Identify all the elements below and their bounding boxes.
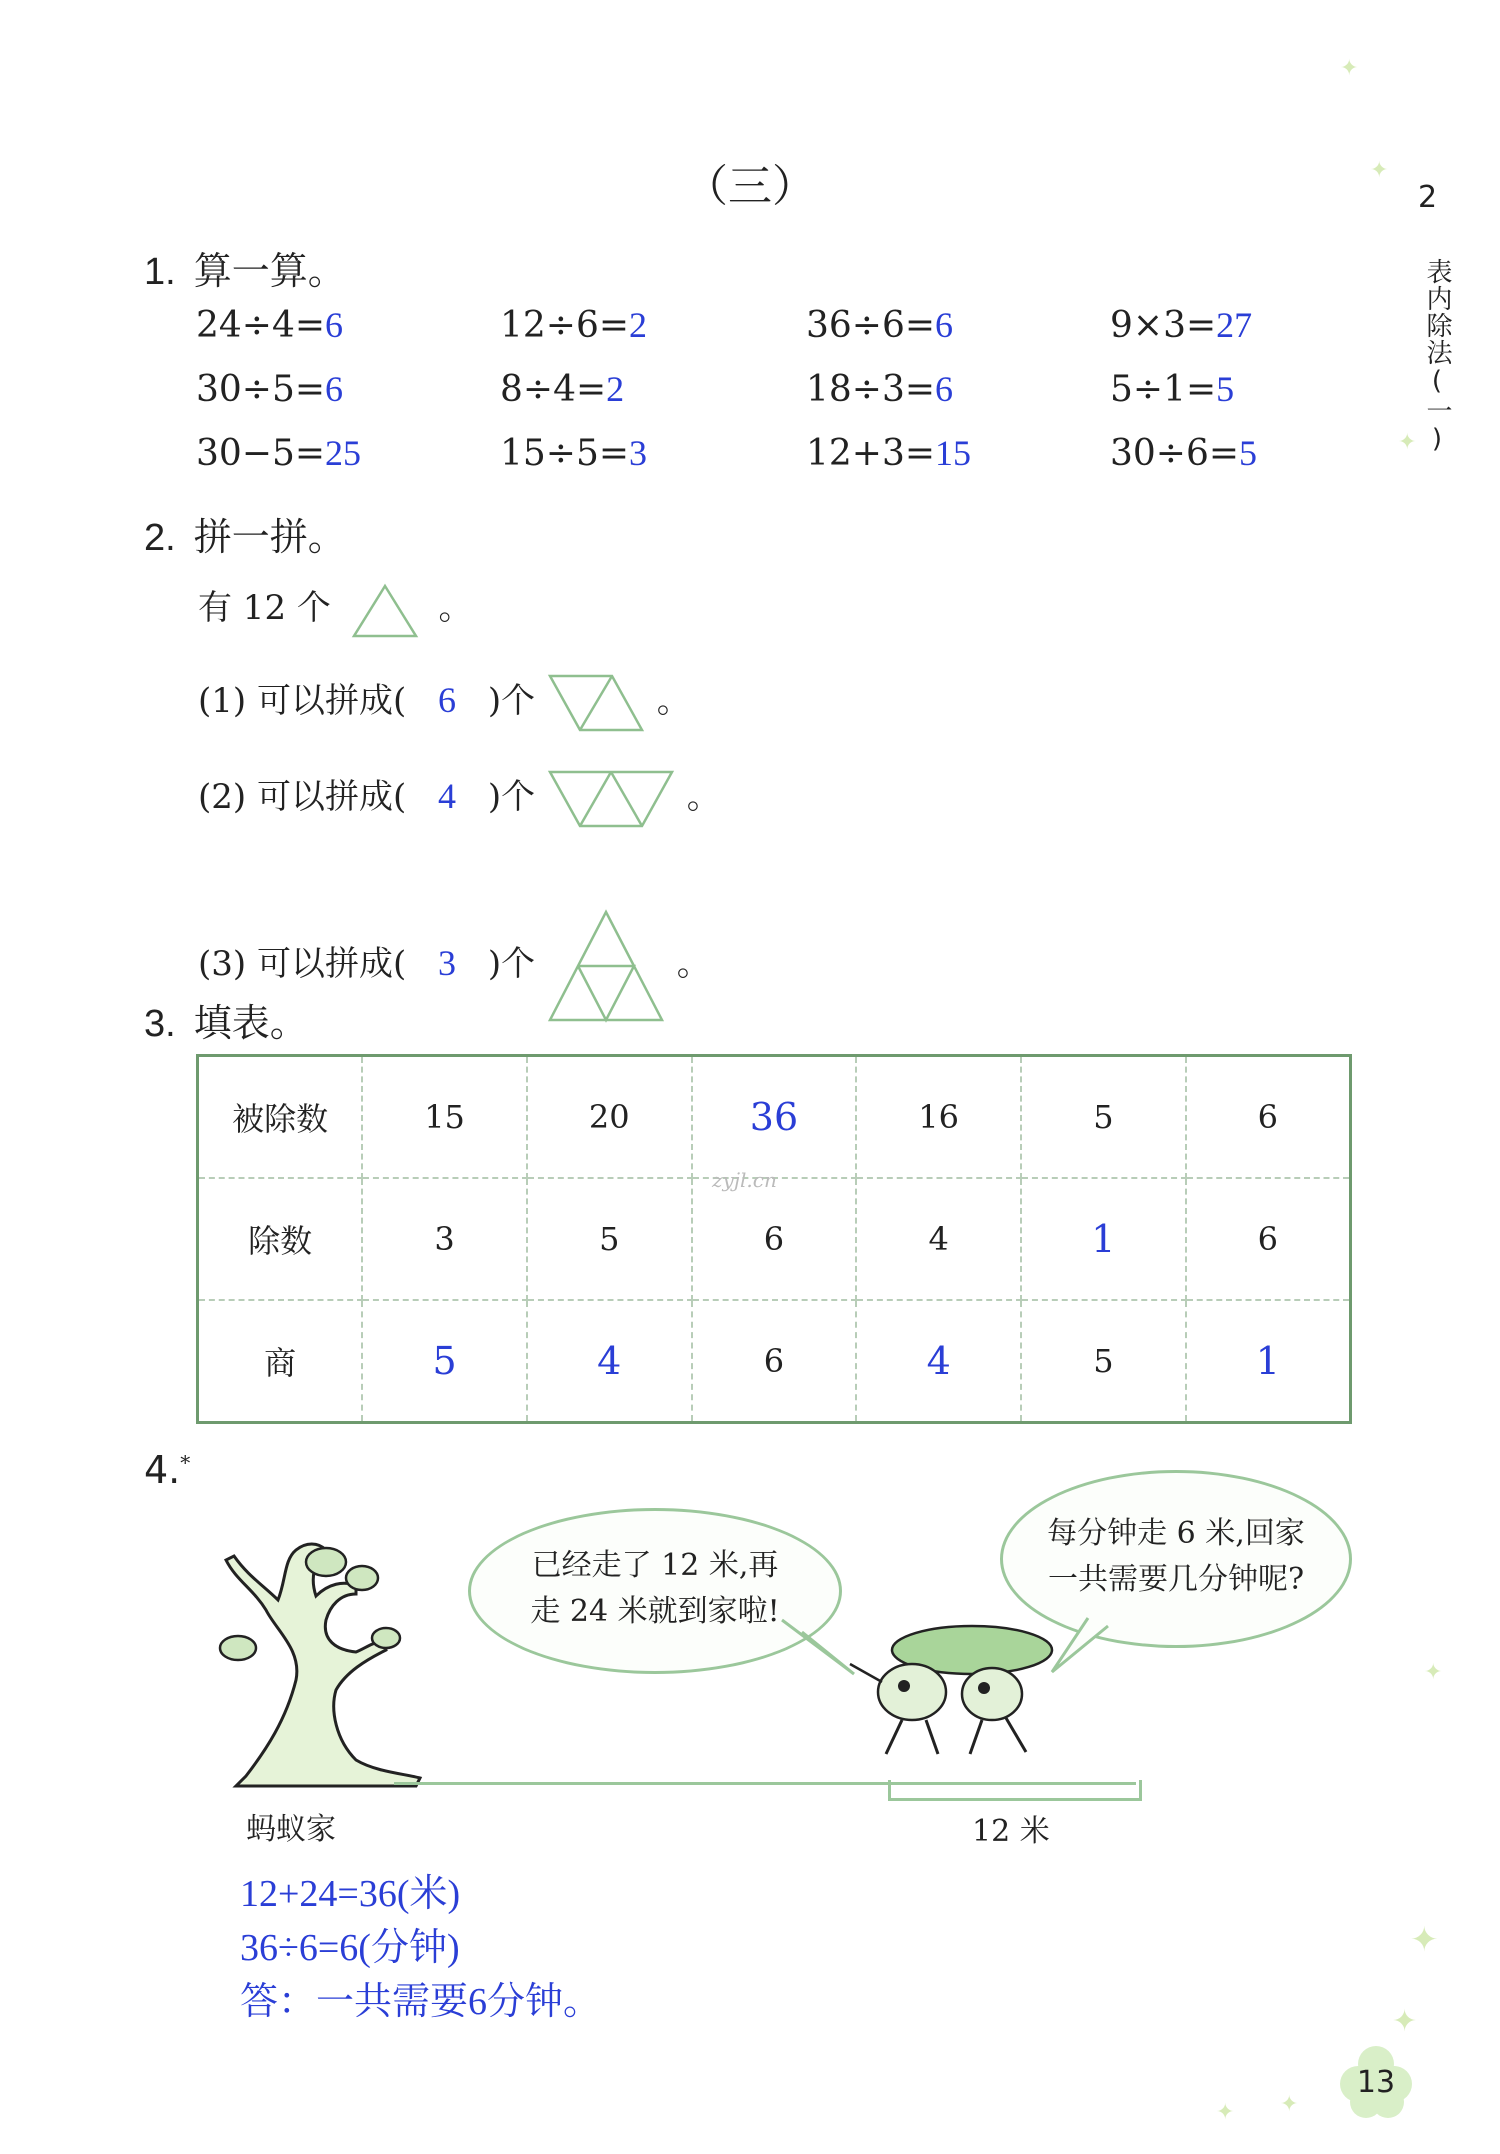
q2-item-2 [198,768,721,830]
q2-item-3-prefix: (3) 可以拼成( [198,944,407,984]
division-table [196,1054,1352,1424]
calc-expression: 24÷4= [196,305,326,346]
table-answer-cell: 36 [692,1056,857,1179]
star-icon: ✦ [1370,158,1389,183]
calc-answer: 25 [325,433,362,473]
q3-instruction: 填表。 [193,1001,308,1045]
star-icon: ✦ [1392,2004,1418,2039]
calc-answer: 15 [935,433,972,473]
q1-instruction: 算一算。 [193,249,346,293]
calc-item [806,304,953,346]
row-header: 被除数 [198,1056,363,1179]
star-icon: ✦ [1340,56,1359,81]
calc-answer: 27 [1216,305,1253,345]
q2-intro [198,580,473,640]
calc-expression: 8÷4= [500,369,607,410]
calc-expression: 12+3= [806,433,936,474]
q2-item-1-answer: 6 [438,680,457,720]
table-cell: 6 [1186,1178,1351,1300]
calc-expression: 30÷6= [1110,433,1240,474]
calc-expression: 12÷6= [500,305,630,346]
table-row [198,1178,1351,1300]
star-icon: ✦ [1410,1920,1439,1960]
q2-item-2-suffix: )个 [487,777,536,817]
row-header: 商 [198,1300,363,1423]
calc-item [500,368,624,410]
q2-item-2-answer: 4 [438,776,457,816]
table-cell: 6 [1186,1056,1351,1179]
large-triangle-icon [546,908,666,1024]
bubble-right-line-2: 一共需要几分钟呢? [1047,1562,1305,1597]
parallelogram-icon [546,672,646,734]
q1-number: 1. [144,251,176,293]
table-cell: 20 [527,1056,692,1179]
calc-item [196,432,361,474]
bubble-left-line-1: 已经走了 12 米,再 [531,1548,779,1583]
calc-item [196,304,343,346]
table-answer-cell: 5 [362,1300,527,1423]
table-cell: 5 [1021,1300,1186,1423]
table-cell: 15 [362,1056,527,1179]
small-triangle-icon [350,580,420,640]
q2-item-1-suffix: )个 [487,681,536,721]
calc-item [806,432,971,474]
calc-item [1110,304,1252,346]
calc-answer: 6 [935,305,954,345]
table-row [198,1056,1351,1179]
trapezoid-icon [546,768,676,830]
chapter-number: 2 [1418,180,1438,215]
row-header: 除数 [198,1178,363,1300]
star-icon: ✦ [1398,430,1417,455]
calc-expression: 9×3= [1110,305,1217,346]
solution-line-2: 36÷6=6(分钟) [240,1927,460,1969]
distance-bracket [888,1780,1142,1801]
table-answer-cell: 1 [1186,1300,1351,1423]
calc-answer: 2 [629,305,648,345]
calc-answer: 5 [1216,369,1235,409]
calc-item [196,368,343,410]
calc-expression: 18÷3= [806,369,936,410]
chapter-title: 表内除法(一) [1422,258,1452,455]
q3-heading [144,992,308,1047]
q4-heading [144,1448,190,1492]
table-cell: 6 [692,1300,857,1423]
distance-label: 12 米 [972,1814,1050,1849]
calc-expression: 15÷5= [500,433,630,474]
calc-item [806,368,953,410]
calc-answer: 5 [1239,433,1258,473]
calc-item [1110,432,1257,474]
calc-expression: 36÷6= [806,305,936,346]
ants-illustration [842,1620,1072,1760]
q2-item-3-end: 。 [676,944,711,984]
q2-item-2-end: 。 [686,777,721,817]
star-icon: ✦ [1280,2092,1299,2117]
table-cell: 3 [362,1178,527,1300]
bubble-right-line-1: 每分钟走 6 米,回家 [1047,1516,1305,1551]
calc-expression: 30−5= [196,433,326,474]
calc-expression: 5÷1= [1110,369,1217,410]
table-cell: 4 [856,1178,1021,1300]
tree-illustration [206,1520,436,1790]
star-icon: ✦ [1216,2100,1235,2125]
q3-number: 3. [144,1003,176,1045]
q2-item-2-prefix: (2) 可以拼成( [198,777,407,817]
calc-answer: 6 [325,305,344,345]
table-cell: 16 [856,1056,1021,1179]
q2-instruction: 拼一拼。 [193,515,346,559]
watermark: zyjl.cn [712,1168,777,1192]
ant-home-label: 蚂蚁家 [246,1812,336,1847]
calc-item [500,432,647,474]
q4-number: 4. [144,1448,181,1492]
calc-expression: 30÷5= [196,369,326,410]
solution-answer: 答：一共需要6分钟。 [240,1981,602,2023]
calc-item [1110,368,1234,410]
q4-star: * [180,1450,191,1475]
q2-item-1 [198,672,691,734]
table-answer-cell: 1 [1021,1178,1186,1300]
page-title: （三） [684,161,816,212]
q2-item-1-end: 。 [656,681,691,721]
table-cell: 5 [1021,1056,1186,1179]
bubble-left-line-2: 走 24 米就到家啦! [530,1594,780,1629]
q2-intro-text: 有 12 个 [198,588,331,628]
calc-answer: 6 [935,369,954,409]
calc-answer: 2 [606,369,625,409]
calc-answer: 6 [325,369,344,409]
table-answer-cell: 4 [527,1300,692,1423]
q2-item-3-suffix: )个 [487,944,536,984]
q2-item-1-prefix: (1) 可以拼成( [198,681,407,721]
table-answer-cell: 4 [856,1300,1021,1423]
table-row [198,1300,1351,1423]
table-cell: 5 [527,1178,692,1300]
page-number: 13 [1356,2065,1396,2100]
table-cell: 6 [692,1178,857,1300]
q2-number: 2. [144,517,176,559]
solution-line-1: 12+24=36(米) [240,1873,461,1915]
q2-heading [144,506,346,561]
q2-intro-end: 。 [438,588,473,628]
q1-heading [144,240,346,295]
q2-item-3-answer: 3 [438,943,457,983]
calc-item [500,304,647,346]
star-icon: ✦ [1424,1660,1443,1685]
calc-answer: 3 [629,433,648,473]
